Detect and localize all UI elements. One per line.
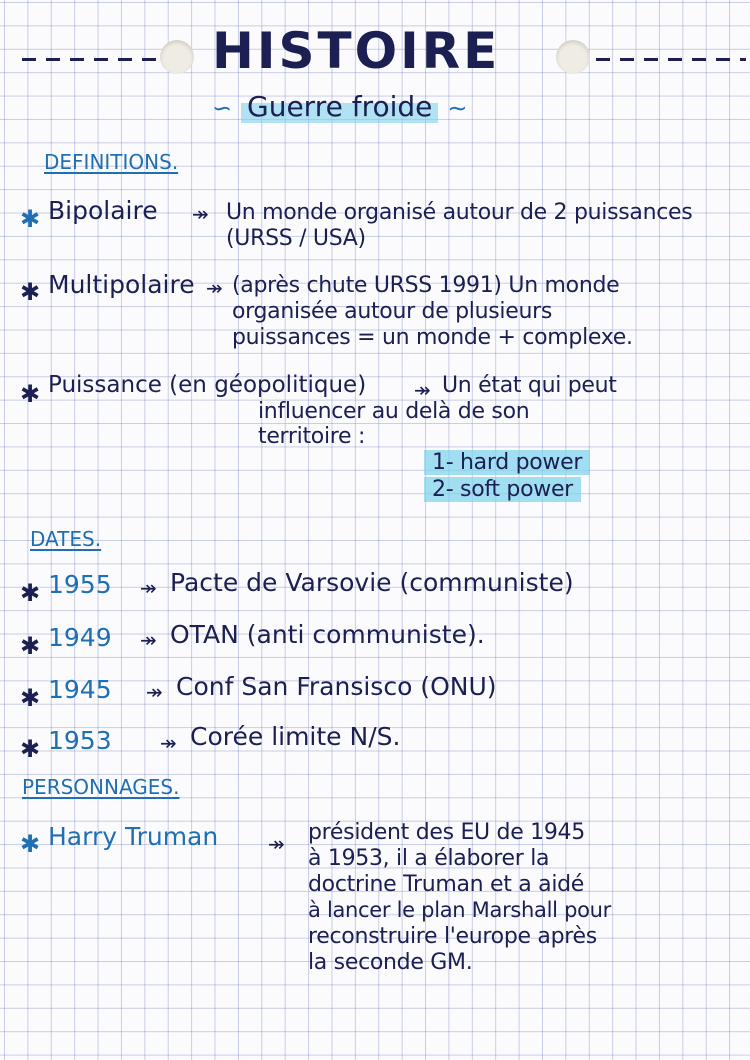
- header-dash-right: [596, 58, 746, 61]
- page-title: HISTOIRE: [212, 22, 501, 80]
- date-text: Pacte de Varsovie (communiste): [170, 568, 574, 597]
- definition-line: influencer au delà de son: [258, 399, 530, 424]
- sublist-item: 1- hard power: [424, 450, 590, 475]
- date-year: 1953: [48, 726, 112, 755]
- page-subtitle: [212, 90, 467, 123]
- arrow-icon: ↠: [140, 576, 157, 600]
- asterisk-icon: ✱: [20, 735, 41, 763]
- asterisk-icon: ✱: [20, 205, 41, 233]
- arrow-icon: ↠: [414, 378, 431, 402]
- date-year: 1949: [48, 623, 112, 652]
- date-text: OTAN (anti communiste).: [170, 620, 485, 649]
- squiggle-icon: ∽: [212, 94, 233, 122]
- asterisk-icon: ✱: [20, 830, 41, 858]
- asterisk-icon: ✱: [20, 632, 41, 660]
- person-line: doctrine Truman et a aidé: [308, 872, 585, 897]
- squiggle-icon: ∼: [447, 94, 468, 122]
- section-heading-definitions: DEFINITIONS.: [44, 150, 179, 174]
- definition-line: (après chute URSS 1991) Un monde: [232, 273, 620, 298]
- definition-line: territoire :: [258, 424, 366, 449]
- sublist-item: 2- soft power: [424, 477, 581, 502]
- date-year: 1955: [48, 570, 112, 599]
- arrow-icon: ↠: [192, 202, 209, 226]
- asterisk-icon: ✱: [20, 278, 41, 306]
- definition-term: Puissance (en géopolitique): [48, 372, 367, 398]
- date-text: Corée limite N/S.: [190, 722, 401, 751]
- asterisk-icon: ✱: [20, 684, 41, 712]
- punch-hole-left: [160, 40, 194, 74]
- definition-line: organisée autour de plusieurs: [232, 299, 553, 324]
- person-line: reconstruire l'europe après: [308, 924, 597, 949]
- date-text: Conf San Fransisco (ONU): [176, 672, 497, 701]
- subtitle-text: Guerre froide: [241, 90, 438, 123]
- person-line: à lancer le plan Marshall pour: [308, 898, 611, 922]
- arrow-icon: ↠: [206, 276, 223, 300]
- person-line: président des EU de 1945: [308, 820, 585, 845]
- date-year: 1945: [48, 675, 112, 704]
- section-heading-personnages: PERSONNAGES.: [22, 775, 180, 799]
- arrow-icon: ↠: [160, 731, 177, 755]
- definition-line: puissances = un monde + complexe.: [232, 325, 633, 350]
- person-line: la seconde GM.: [308, 950, 473, 975]
- asterisk-icon: ✱: [20, 380, 41, 408]
- arrow-icon: ↠: [140, 628, 157, 652]
- person-line: à 1953, il a élaborer la: [308, 846, 550, 871]
- section-heading-dates: DATES.: [30, 527, 102, 551]
- definition-term: Bipolaire: [48, 196, 158, 225]
- definition-line: (URSS / USA): [226, 226, 366, 251]
- arrow-icon: ↠: [146, 680, 163, 704]
- definition-line: Un état qui peut: [442, 373, 617, 398]
- punch-hole-right: [556, 40, 590, 74]
- arrow-icon: ↠: [268, 832, 285, 856]
- definition-line: Un monde organisé autour de 2 puissances: [226, 200, 693, 225]
- definition-term: Multipolaire: [48, 270, 195, 299]
- person-name: Harry Truman: [48, 822, 219, 851]
- header-dash-left: [22, 58, 172, 61]
- asterisk-icon: ✱: [20, 579, 41, 607]
